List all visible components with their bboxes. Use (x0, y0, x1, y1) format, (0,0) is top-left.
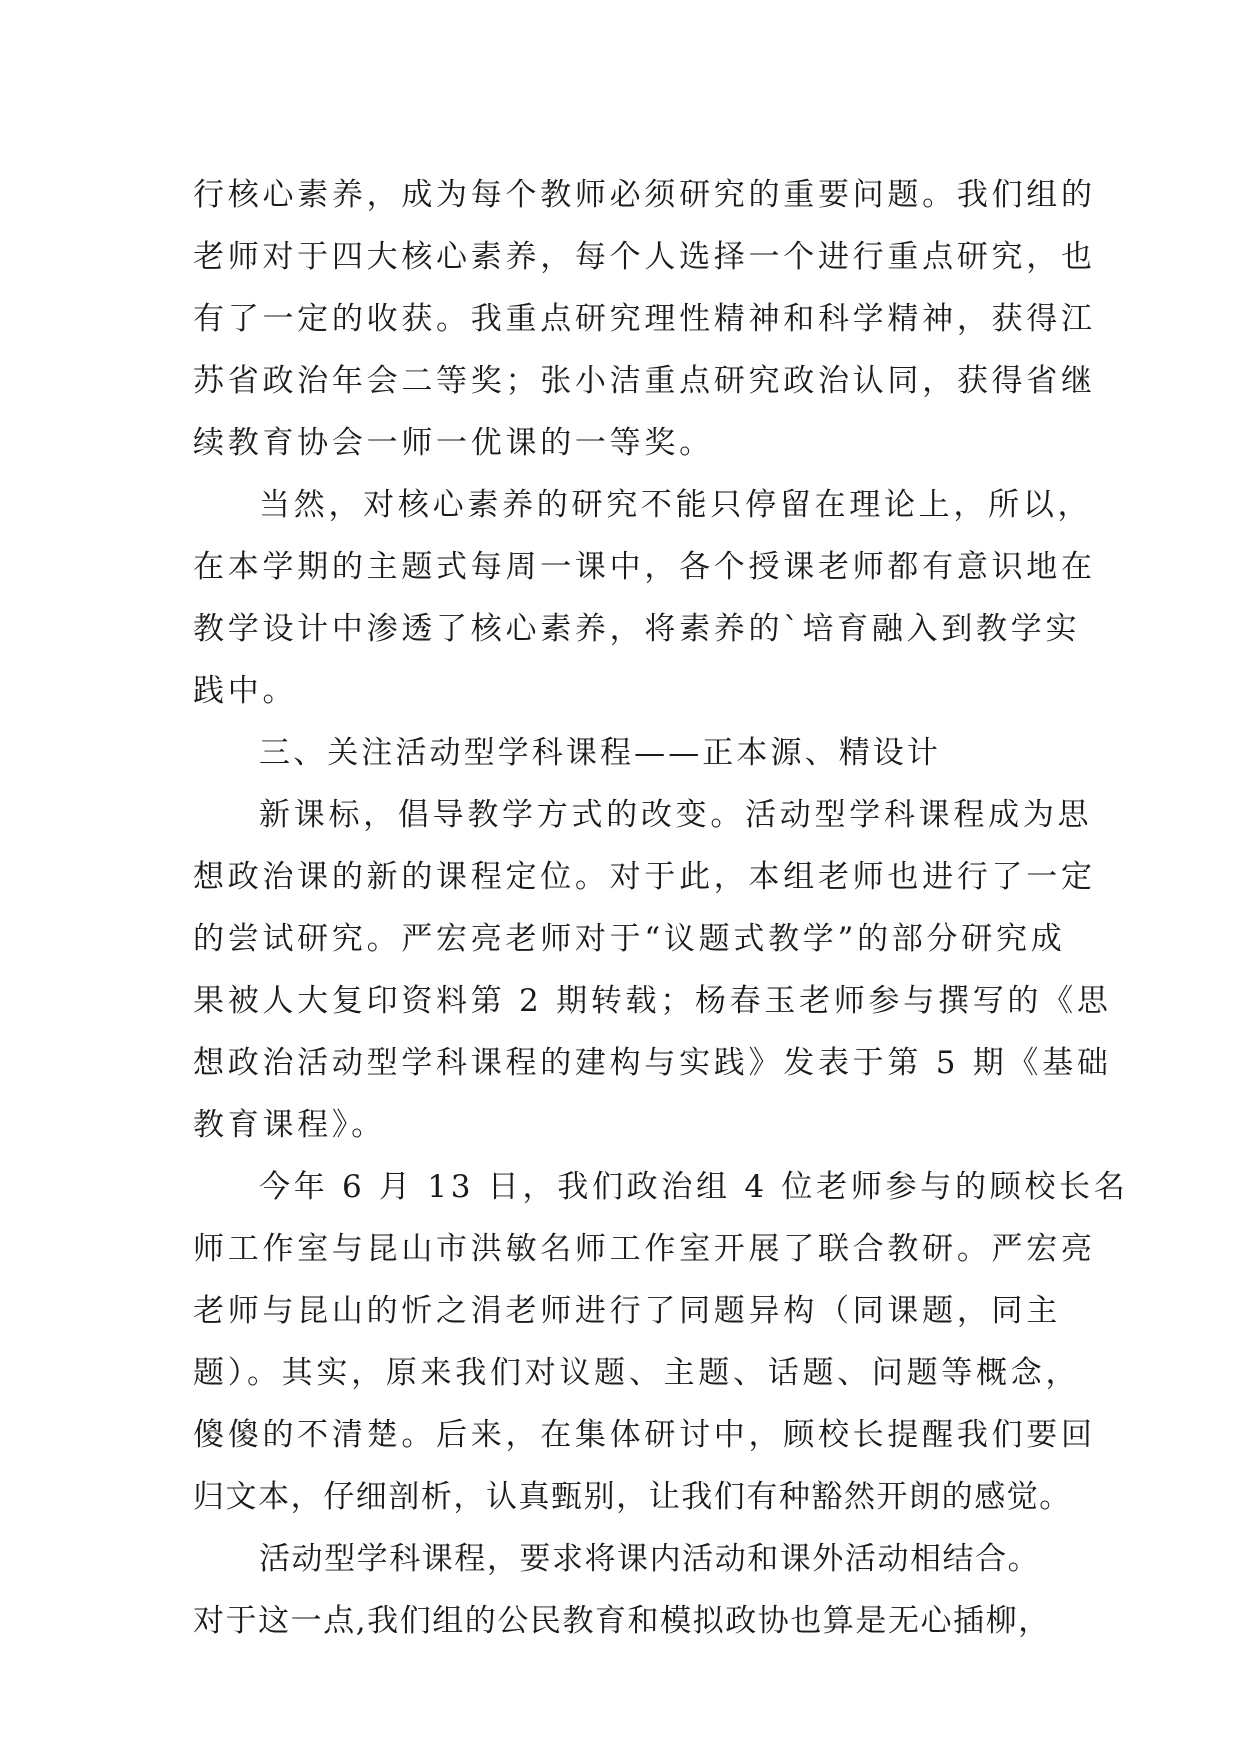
text-line: 老师对于四大核心素养，每个人选择一个进行重点研究，也 (193, 239, 1096, 275)
text-line: 续教育协会一师一优课的一等奖。 (193, 425, 714, 461)
paragraph-first-line: 活动型学科课程，要求将课内活动和课外活动相结合。 (259, 1541, 1041, 1577)
text-line: 在本学期的主题式每周一课中，各个授课老师都有意识地在 (193, 549, 1096, 585)
text-line: 老师与昆山的忻之涓老师进行了同题异构（同课题，同主 (193, 1293, 1061, 1329)
text-line: 的尝试研究。严宏亮老师对于“议题式教学”的部分研究成 (193, 921, 1066, 957)
text-line: 教育课程》。 (193, 1107, 386, 1143)
text-line: 想政治课的新的课程定位。对于此，本组老师也进行了一定 (193, 859, 1096, 895)
text-line: 想政治活动型学科课程的建构与实践》发表于第 5 期《基础 (193, 1045, 1112, 1081)
body-text (193, 164, 1129, 1652)
text-line: 师工作室与昆山市洪敏名师工作室开展了联合教研。严宏亮 (193, 1231, 1096, 1267)
paragraph-first-line: 新课标，倡导教学方式的改变。活动型学科课程成为思 (259, 797, 1093, 833)
section-heading: 三、关注活动型学科课程——正本源、精设计 (259, 735, 941, 771)
text-line: 苏省政治年会二等奖；张小洁重点研究政治认同，获得省继 (193, 363, 1096, 399)
text-line: 有了一定的收获。我重点研究理性精神和科学精神，获得江 (193, 301, 1096, 337)
paragraph-first-line: 当然，对核心素养的研究不能只停留在理论上，所以， (259, 487, 1093, 523)
text-line: 对于这一点,我们组的公民教育和模拟政协也算是无心插柳， (193, 1603, 1051, 1639)
text-line: 果被人大复印资料第 2 期转载；杨春玉老师参与撰写的《思 (193, 983, 1112, 1019)
text-line: 行核心素养，成为每个教师必须研究的重要问题。我们组的 (193, 177, 1096, 213)
text-line: 践中。 (193, 673, 298, 709)
text-line: 傻傻的不清楚。后来，在集体研讨中，顾校长提醒我们要回 (193, 1417, 1096, 1453)
text-line: 题）。其实，原来我们对议题、主题、话题、问题等概念， (193, 1355, 1081, 1391)
text-line: 教学设计中渗透了核心素养，将素养的`培育融入到教学实 (193, 611, 1081, 647)
text-line: 归文本，仔细剖析，认真甄别，让我们有种豁然开朗的感觉。 (193, 1479, 1072, 1515)
paragraph-first-line: 今年 6 月 13 日，我们政治组 4 位老师参与的顾校长名 (259, 1169, 1129, 1205)
